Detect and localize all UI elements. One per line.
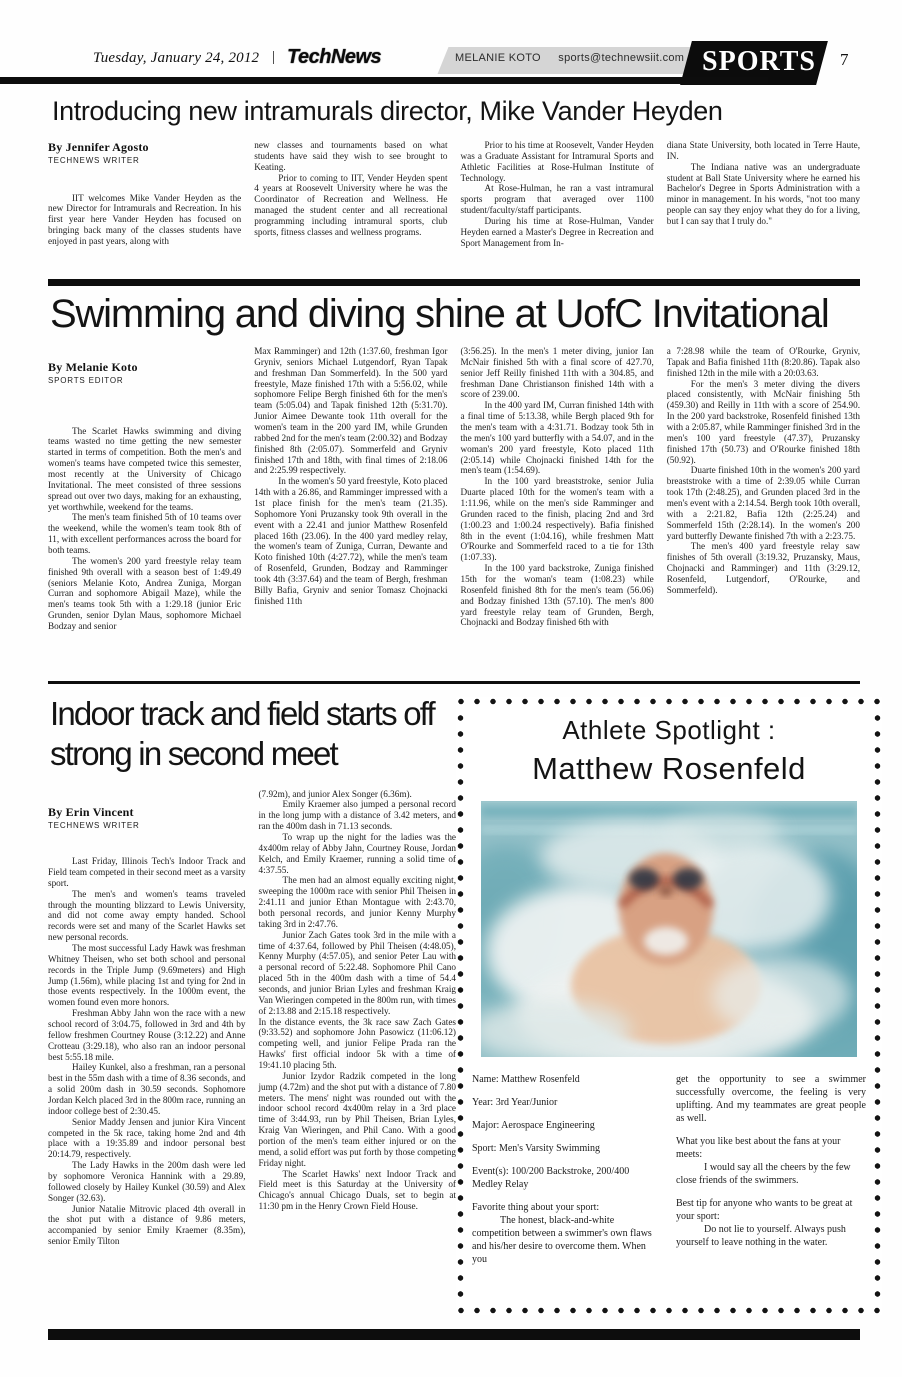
article-paragraph: Emily Kraemer also jumped a personal record in the long jump with a distance of 3.42 meters, and ran the 400m dash in 71.13 seconds. <box>258 799 456 832</box>
page-footer-rule <box>48 1329 860 1340</box>
spotlight-text: Major: Aerospace Engineering <box>472 1120 595 1131</box>
page-number: 7 <box>840 50 849 69</box>
article-paragraph: The Scarlet Hawks' next Indoor Track and Field meet is this Saturday at the University of Chicago's annual Chicago Duals, set to begin at 11:30 pm in the Henry Crown Field House. <box>258 1168 456 1212</box>
article-headline: Indoor track and field starts off strong in second meet <box>50 695 434 773</box>
article-paragraph: To wrap up the night for the ladies was the 4x400m relay of Abby Jahn, Courtney Rouse, Jordan Kelch, and Emily Kraemer, running a solid time of 4:37.55. <box>258 831 456 875</box>
article-intramurals <box>48 96 860 278</box>
article-paragraph: The Lady Hawks in the 200m dash were led by sophomore Veronica Hannink with a 29.89, followed closely by Hailey Kunkel (30.59) and Alex Songer (32.63). <box>48 1160 246 1203</box>
article-column <box>667 140 860 249</box>
article-columns <box>48 346 860 632</box>
article-paragraph: new classes and tournaments based on what students have said they wish to see brought to Keating. <box>254 140 448 172</box>
spotlight-athlete-name: Matthew Rosenfeld <box>532 751 806 786</box>
article-paragraph: In the 100 yard breaststroke, senior Julia Duarte placed 10th for the women's team with a 1:11.96, while on the men's side Ramminger and Grunden raced to the finish, placing 2nd and 3rd (1:00.23 and 1:00.24 respectively). Bafia finished 8th in the event (1:04.16), while freshmen Matt O'Rourke and Sommerfeld raced to a tie for 13th (1:07.33). <box>460 476 654 563</box>
article-paragraph: (3:56.25). In the men's 1 meter diving, junior Ian McNair finished 5th with a final score of 427.70, senior Jeff Reilly finished 11th with a 304.85, and freshman Dane Christianson finished 14th with a score of 239.00. <box>460 346 654 400</box>
spotlight-text: Event(s): 100/200 Backstroke, 200/400 Medley Relay <box>472 1166 630 1190</box>
spotlight-text: The honest, black-and-white competition between a swimmer's own flaws and his/her desire to overcome them. When you <box>472 1215 652 1265</box>
section-banner-label: SPORTS <box>702 46 816 77</box>
spotlight-text: get the opportunity to see a swimmer successfully overcome, the feeling is very uplifting. And my teammates are great people as well. <box>676 1074 866 1124</box>
issue-date: Tuesday, January 24, 2012 <box>93 50 260 66</box>
byline: By Erin Vincent <box>48 804 134 819</box>
article-column <box>48 140 241 249</box>
athlete-photo <box>481 801 857 1057</box>
article-paragraph: Prior to coming to IIT, Vender Heyden spent 4 years at Roosevelt University where he was the Coordinator of Recreation and Wellness. He managed the student center and all recreational programming including intramural sports, club sports, fitness classes and wellness programs. <box>254 172 448 237</box>
article-paragraph: The most successful Lady Hawk was freshman Whitney Theisen, who set both school and personal records in the Triple Jump (9.69meters) and High Jump (1.56m), while placing 1st and tying for 2nd in those events respectively. In the 1000m event, the women found even more honors. <box>48 942 246 1008</box>
technews-logo: TechNews <box>287 46 382 68</box>
article-column <box>667 346 860 632</box>
article-paragraph: IIT welcomes Mike Vander Heyden as the new Director for Intramurals and Recreation. In his first year here Vander Heyden has focused on bringing back many of the classes students have enjoyed in past years, along with <box>48 192 242 247</box>
section-divider <box>48 279 860 286</box>
article-paragraph: The Indiana native was an undergraduate student at Ball State University where he earned his Bachelor's Degree in Sports Administration with a minor in management. In his words, "not too many people can say they enjoy what they do for a living, but I can say that I truly do." <box>666 161 860 227</box>
article-paragraph: The women's 200 yard freestyle relay team finished 9th overall with a season best of 1:49.49 (seniors Melanie Koto, Andrea Zuniga, Morgan Curran and sophomore Abigail Maze), while the men's teams took 5th with a 1:29.18 (junior Eric Grunden, senior Dylan Maus, sophomore Michael Bodzay and senior <box>48 555 242 632</box>
article-paragraph: The men had an almost equally exciting night, sweeping the 1000m race with senior Phil Theisen in 2:41.11 and junior Ethan Montague with 2:43.70, both personal records, and junior Kenny Murphy taking 3rd in 2:47.76. <box>258 875 456 929</box>
article-column <box>461 140 654 249</box>
spotlight-info-right <box>676 1073 866 1266</box>
article-paragraph: a 7:28.98 while the team of O'Rourke, Gryniv, Tapak and Bafia finished 11th (8:20.86). Tapak also finished 12th in the mile with a 20:03.63. <box>666 346 860 378</box>
article-paragraph: At Rose-Hulman, he ran a vast intramural sports program that averaged over 1100 student/faculty/staff participants. <box>460 183 654 216</box>
athlete-spotlight-box <box>456 697 882 1315</box>
article-headline: Swimming and diving shine at UofC Invitational <box>50 292 829 336</box>
article-paragraph: (7.92m), and junior Alex Songer (6.36m). <box>258 788 412 799</box>
article-paragraph: Hailey Kunkel, also a freshman, ran a personal best in the 55m dash with a time of 8.36 seconds, and a solid 200m dash in 30.59 seconds. Sophomore Jordan Kelch placed 3rd in the 800m race, running an indoor college best of 2:30.45. <box>48 1062 246 1116</box>
article-paragraph: For the men's 3 meter diving the divers placed consistently, with McNair finishing 5th (459.30) and Reilly in 11th with a score of 254.90. In the 200 yard backstroke, Rosenfeld finished 13th with a 2:05.87, while Ramminger finished 3rd in the men's 100 yard freestyle (47.37), Pruzansky finished 17th (50.73) and O'Rourke finished 18th (50.92). <box>666 378 860 465</box>
byline: By Jennifer Agosto <box>48 140 149 154</box>
article-paragraph: Junior Izydor Radzik competed in the long jump (4.72m) and the shot put with a distance of 7.80 meters. The mens' night was rounded out with the indoor school record 4x400m relay in a 3rd place time of 3:44.93, run by Phil Theisen, Brian Lyles, Kraig Van Wieringen, and Phil Cano. With a good portion of the men's team either injured or on the mend, a solid effort was put forth by those competing Friday night. <box>258 1070 456 1168</box>
spotlight-text: Do not lie to yourself. Always push yourself to leave nothing in the water. <box>676 1224 846 1248</box>
spotlight-title: Athlete Spotlight : <box>562 715 776 745</box>
spotlight-text: Year: 3rd Year/Junior <box>472 1097 558 1108</box>
article-paragraph: During his time at Rose-Hulman, Vander Heyden earned a Master's Degree in Recreation and Sport Management from In- <box>460 216 654 248</box>
article-track <box>48 694 456 1326</box>
spotlight-text: What you like best about the fans at your meets: <box>676 1136 841 1160</box>
editor-name: MELANIE KOTO <box>455 52 541 64</box>
article-paragraph: The Scarlet Hawks swimming and diving teams wasted no time getting the new semester started in terms of competition. Both the men's and women's teams have competed twice this semester, most recently at the University of Chicago Invitational. The meet consisted of three sessions spread out over two days, making for an exhausting, yet worthwhile, weekend for the teams. <box>48 425 242 512</box>
spotlight-text: I would say all the cheers by the few close friends of the swimmers. <box>676 1162 851 1186</box>
dotted-border-left <box>456 707 465 1305</box>
article-column <box>254 140 447 249</box>
byline-block <box>48 789 246 831</box>
spotlight-info-left <box>472 1073 662 1266</box>
article-paragraph: The men's 400 yard freestyle relay saw finishes of 5th overall (3:19.32, Pruzansky, Maus, Chojnacki and Ramminger) and 11th (3:29.12, Rosenfeld, Lutgendorf, O'Rourke, and Sommerfeld). <box>666 541 860 595</box>
spotlight-info <box>472 1073 866 1266</box>
article-paragraph: Prior to his time at Roosevelt, Vander Heyden was a Graduate Assistant for Intramural Sports and Athletic Facilities at Rose-Hulman Institute of Technology. <box>460 140 654 183</box>
article-paragraph: In the 400 yard IM, Curran finished 14th with a final time of 5:13.38, while Bergh placed 9th for the men's team with a 4:31.71. Bodzay took 5th in the men's 100 yard butterfly with a 54.07, and in the woman's 200 yard freestyle, Koto placed 11th (2:05.14) while Chojnacki finished 14th for the men's team (1:54.69). <box>460 400 654 476</box>
editor-email: sports@technewsiit.com <box>558 52 685 64</box>
spotlight-text: Best tip for anyone who wants to be great at your sport: <box>676 1198 853 1222</box>
byline-role: SPORTS EDITOR <box>48 376 124 386</box>
article-column <box>461 346 654 632</box>
article-columns <box>48 140 860 249</box>
byline-block <box>48 140 241 166</box>
header-separator: | <box>272 49 276 65</box>
article-column <box>48 789 246 1248</box>
article-paragraph: diana State University, both located in Terre Haute, IN. <box>666 140 860 161</box>
article-paragraph: Last Friday, Illinois Tech's Indoor Track and Field team competed in their second meet as a varsity sport. <box>48 856 246 888</box>
article-headline: Introducing new intramurals director, Mike Vander Heyden <box>52 96 723 126</box>
article-paragraph: Junior Natalie Mitrovic placed 4th overall in the shot put with a distance of 9.86 meters, accompanied by senior Emily Kraemer (8.35m), senior Emily Tilton <box>48 1203 246 1247</box>
byline-block <box>48 346 241 386</box>
section-divider <box>48 681 860 684</box>
article-paragraph: In the women's 50 yard freestyle, Koto placed 14th with a 26.86, and Ramminger impressed with a 1st place finish for the men's team (21.35). Sophomore Yoni Pruzansky took 9th overall in the event with a 22.41 and junior Matthew Rosenfeld placed 16th (23.06). In the 400 yard medley relay, the women's team of Zuniga, Curran, Dewante and Koto finished 10th (4:27.72), while the men's team of Rosenfeld, Grunden, Bodzay and Ramminger took 4th (3:37.64) and the team of Bergh, freshman Billy Bafia, Gryniv and senior Tomasz Chojnacki finished 11th <box>254 476 448 606</box>
dotted-border-top <box>456 697 882 706</box>
spotlight-text: Favorite thing about your sport: <box>472 1202 600 1213</box>
byline-role: TECHNEWS WRITER <box>48 156 140 166</box>
article-paragraph: In the distance events, the 3k race saw Zach Gates (9:33.52) and sophomore John Pasowicz (11:06.12) competing well, and junior Felipe Prada ran the Hawks' first official indoor 5k with a time of 19:41.10 placing 5th. <box>258 1016 456 1070</box>
article-paragraph: The men's team finished 5th of 10 teams over the weekend, while the women's team took 8th of 11, with excellent performances across the board for both teams. <box>48 512 242 556</box>
article-paragraph: Senior Maddy Jensen and junior Kira Vincent competed in the 5k race, taking home 2nd and 4th place with a 19:35.89 and indoor personal best 20:14.79, respectively. <box>48 1116 246 1160</box>
byline: By Melanie Koto <box>48 360 138 374</box>
article-columns <box>48 789 456 1248</box>
spotlight-text: Name: Matthew Rosenfeld <box>472 1074 580 1085</box>
article-paragraph: Junior Zach Gates took 3rd in the mile with a time of 4:37.64, followed by Phil Theisen (4:48.05), Kenny Murphy (4:57.05), and senior Peter Lau with a personal record of 5:22.48. Sophomore Phil Cano placed 5th in the 400m dash with a time of 54.4 seconds, and junior Brian Lyles and freshman Kraig Van Wieringen competed in the 800m run, with times of 2:13.88 and 2:15.18 respectively. <box>258 929 456 1016</box>
article-column <box>259 789 457 1248</box>
article-paragraph: The men's and women's teams traveled through the mounting blizzard to Lewis University, and did not come away empty handed. School records were set and many of the Scarlet Hawks set new personal records. <box>48 888 246 943</box>
article-paragraph: In the 100 yard backstroke, Zuniga finished 15th for the woman's team (1:08.23) while Rosenfeld finished 8th for the men's team (56.06) and Bodzay finished 13th (57.10). The men's 800 yard freestyle relay team of Grunden, Bergh, Chojnacki and Bodzay finished 6th with <box>460 563 654 628</box>
header-rule <box>0 77 768 84</box>
article-swimming <box>48 292 860 680</box>
dotted-border-right <box>873 707 882 1305</box>
dotted-border-bottom <box>456 1306 882 1315</box>
article-paragraph: Freshman Abby Jahn won the race with a new school record of 3:04.75, followed in 3rd and 4th by fellow freshmen Courtney Rouse (3:12.22) and Anne Crotteau (3:29.18), who also ran an indoor personal best 5:55.18 mile. <box>48 1008 246 1062</box>
article-paragraph: Duarte finished 10th in the women's 200 yard breaststroke with a time of 2:39.05 while Curran took 17th (2:48.25), and Grunden placed 3rd in the men's event with a 2:14.54. Bergh took 10th overall, with a 2:21.82, Bafia 12th (2:25.24) and Sommerfeld 15th (2:28.14). In the women's 200 yard butterfly Dewante finished 7th with a 2:23.75. <box>666 465 860 541</box>
byline-role: TECHNEWS WRITER <box>48 820 140 830</box>
contact-info <box>455 52 695 64</box>
article-paragraph: Max Ramminger) and 12th (1:37.60, freshman Igor Gryniv, seniors Michael Lutgendorf, Ryan Tapak and freshman Dan Sommerfeld). In the 500 yard freestyle, Maze finished 17th with a 5:56.02, while sophomore Felipe Bergh finished 6th for the men's team (5:05.04) and Tapak finished 12th (5:31.70). Junior Aimee Dewante took 11th overall for the women's team in the 200 yard IM, while Grunden rabbed 2nd for the men's team (2:00.32) and Bodzay finished 8th (2:05.07). Sommerfeld and Gryniv finished 17th and 18th, with final times of 2:18.06 and 2:25.99 respectively. <box>254 346 448 476</box>
article-column <box>48 346 241 632</box>
spotlight-text: Sport: Men's Varsity Swimming <box>472 1143 601 1154</box>
article-column <box>254 346 447 632</box>
